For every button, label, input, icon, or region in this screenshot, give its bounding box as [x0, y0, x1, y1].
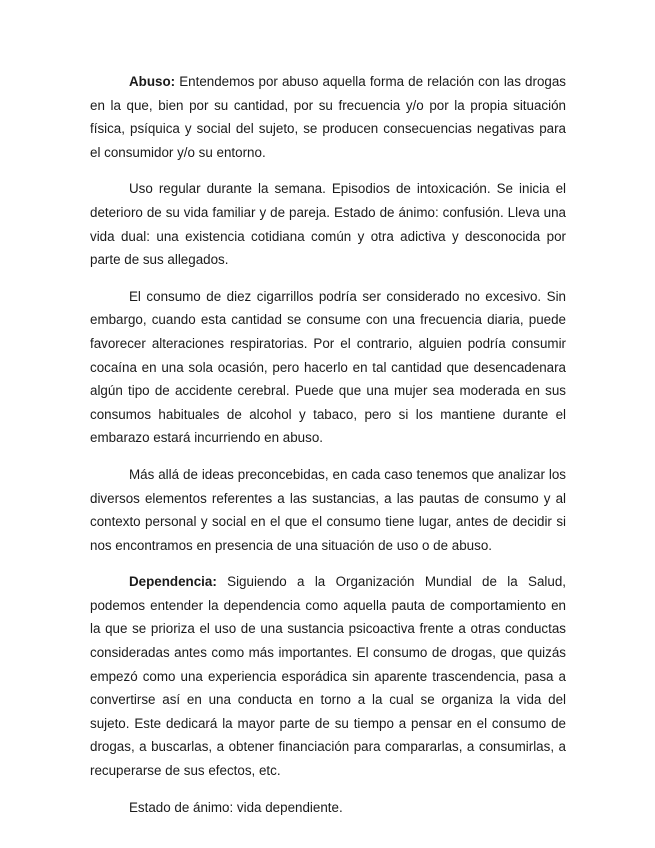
paragraph-text: Entendemos por abuso aquella forma de relación con las drogas en la que, bien por su cantidad, por su frecuencia y/o por la propia situación física, psíquica y social del sujeto, se producen consecuencias negativas para el consumidor y/o su entorno.: [90, 74, 566, 160]
paragraph-dependencia: [90, 570, 566, 782]
paragraph-text: Siguiendo a la Organización Mundial de la Salud, podemos entender la dependencia como aquella pauta de comportamiento en la que se prioriza el uso de una sustancia psicoactiva frente a otras conductas consideradas antes como más importantes. El consumo de drogas, que quizás empezó como una experiencia esporádica sin aparente trascendencia, pasa a convertirse así en una conducta en torno a la cual se organiza la vida del sujeto. Este dedicará la mayor parte de su tiempo a pensar en el consumo de drogas, a buscarlas, a obtener financiación para compararlas, a consumirlas, a recuperarse de sus efectos, etc.: [90, 574, 566, 779]
paragraph-estado-animo: Estado de ánimo: vida dependiente.: [129, 799, 343, 815]
document-page: [90, 70, 566, 832]
term-dependencia: Dependencia:: [129, 574, 217, 590]
paragraph-ideas-preconcebidas: Más allá de ideas preconcebidas, en cada caso tenemos que analizar los diversos elementos referentes a las sustancias, a las pautas de consumo y al contexto personal y social en el que el consumo tiene lugar, antes de decidir si nos encontramos en presencia de una situación de uso o de abuso.: [90, 466, 566, 553]
paragraph-abuso: [90, 70, 566, 164]
paragraph-uso-regular: Uso regular durante la semana. Episodios de intoxicación. Se inicia el deterioro de su vida familiar y de pareja. Estado de ánimo: confusión. Lleva una vida dual: una existencia cotidiana común y otra adictiva y desconocida por parte de sus allegados.: [90, 181, 566, 268]
term-abuso: Abuso:: [129, 74, 176, 89]
paragraph-cigarrillos: El consumo de diez cigarrillos podría ser considerado no excesivo. Sin embargo, cuando esta cantidad se consume con una frecuencia diaria, puede favorecer alteraciones respiratorias. Por el contrario, alguien podría consumir cocaína en una sola ocasión, pero hacerlo en tal cantidad que desencadenara algún tipo de accidente cerebral. Puede que una mujer sea moderada en sus consumos habituales de alcohol y tabaco, pero si los mantiene durante el embarazo estará incurriendo en abuso.: [90, 288, 566, 446]
